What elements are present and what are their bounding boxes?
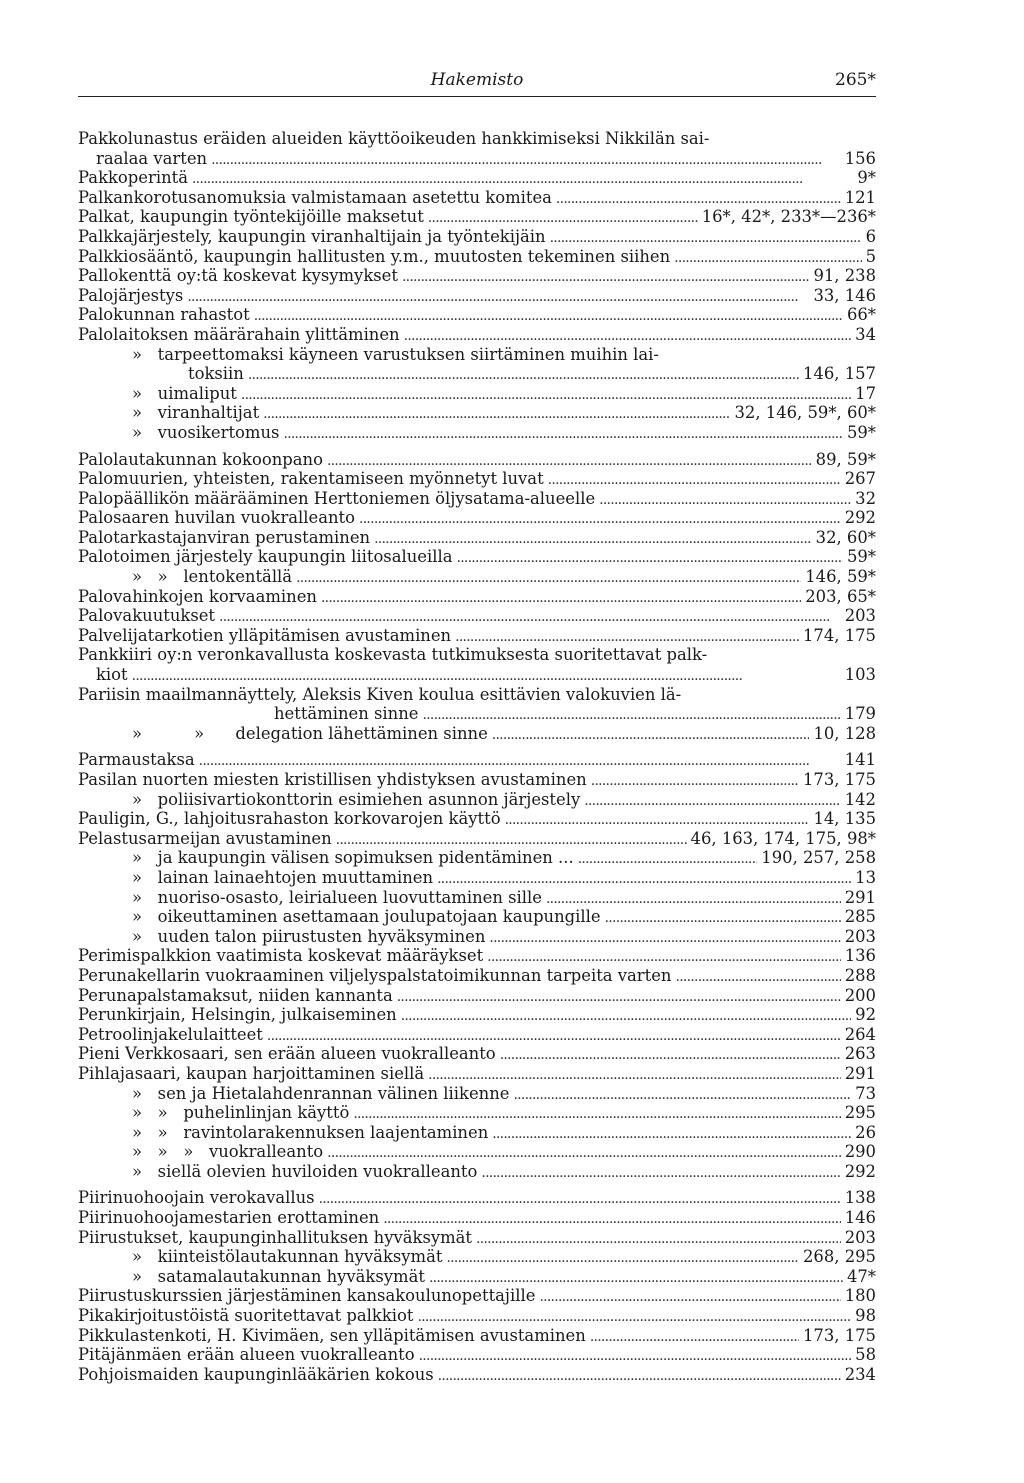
entry-text: Palopäällikön määrääminen Herttoniemen öljysatama-alueelle bbox=[78, 488, 596, 508]
leader-dots bbox=[429, 1267, 843, 1287]
entry-text: » » lentokentällä bbox=[132, 567, 293, 587]
entry-text: » uuden talon piirustusten hyväksyminen bbox=[132, 926, 486, 946]
entry-text: Palovahinkojen korvaaminen bbox=[78, 586, 317, 606]
index-entry bbox=[78, 1162, 876, 1182]
leader-dots bbox=[505, 809, 810, 829]
page-reference: 156 bbox=[844, 148, 876, 168]
leader-dots bbox=[539, 1286, 840, 1306]
index-entry bbox=[78, 587, 876, 607]
entry-text: Pankkiiri oy:n veronkavallusta koskevasta tutkimuksesta suoritettavat palk- bbox=[78, 645, 708, 665]
page-reference: 290 bbox=[844, 1142, 876, 1162]
index-entry bbox=[78, 345, 876, 365]
leader-dots bbox=[263, 403, 730, 423]
page-reference: 146, 157 bbox=[803, 364, 876, 384]
page-reference: 34 bbox=[855, 324, 876, 344]
page-reference: 180 bbox=[844, 1286, 876, 1306]
index-entry bbox=[78, 848, 876, 868]
entry-text: Piirinuohoojain verokavallus bbox=[78, 1188, 315, 1208]
page-reference: 285 bbox=[844, 907, 876, 927]
page-reference: 267 bbox=[844, 469, 876, 489]
index-entry bbox=[78, 1188, 876, 1208]
page-reference: 10, 128 bbox=[813, 723, 876, 743]
page-reference: 32, 60* bbox=[815, 527, 876, 547]
leader-dots bbox=[359, 508, 841, 528]
index-entry bbox=[78, 1345, 876, 1365]
leader-dots bbox=[336, 829, 687, 849]
entry-text: hettäminen sinne bbox=[274, 704, 419, 724]
entry-text: » » » vuokralleanto bbox=[132, 1142, 324, 1162]
page-reference: 26 bbox=[855, 1122, 876, 1142]
entry-text: Petroolinjakelulaitteet bbox=[78, 1024, 263, 1044]
index-entry bbox=[78, 1208, 876, 1228]
page-header bbox=[78, 66, 876, 97]
leader-dots bbox=[492, 1123, 851, 1143]
index-entry bbox=[78, 305, 876, 325]
leader-dots bbox=[584, 790, 840, 810]
leader-dots bbox=[327, 450, 812, 470]
page-reference: 263 bbox=[844, 1044, 876, 1064]
index-entry bbox=[78, 129, 876, 149]
entry-text: Perimispalkkion vaatimista koskevat määräykset bbox=[78, 946, 484, 966]
leader-dots bbox=[283, 423, 843, 443]
index-entry bbox=[78, 724, 876, 744]
entry-text: » » ravintolarakennuksen laajentaminen bbox=[132, 1122, 489, 1142]
page-reference: 179 bbox=[844, 704, 876, 724]
entry-text: Pelastusarmeijan avustaminen bbox=[78, 828, 332, 848]
index-entry bbox=[78, 750, 876, 770]
entry-text: Piirustukset, kaupunginhallituksen hyväksymät bbox=[78, 1227, 473, 1247]
index-entry bbox=[78, 423, 876, 443]
entry-text: Palotarkastajanviran perustaminen bbox=[78, 527, 371, 547]
entry-text: » sen ja Hietalahdenrannan välinen liikenne bbox=[132, 1083, 510, 1103]
index-entry bbox=[78, 567, 876, 587]
entry-text: Pitäjänmäen erään alueen vuokralleanto bbox=[78, 1345, 415, 1365]
leader-dots bbox=[327, 1142, 841, 1162]
page-reference: 268, 295 bbox=[803, 1247, 876, 1267]
entry-text: Palosaaren huvilan vuokralleanto bbox=[78, 508, 356, 528]
leader-dots bbox=[248, 364, 799, 384]
entry-text: Pasilan nuorten miesten kristillisen yhdistyksen avustaminen bbox=[78, 770, 587, 789]
page-reference: 141 bbox=[844, 750, 876, 770]
index-entry bbox=[78, 1365, 876, 1385]
index-entry bbox=[78, 508, 876, 528]
leader-dots bbox=[437, 868, 851, 888]
entry-text: » oikeuttaminen asettamaan joulupatojaan kaupungille bbox=[132, 907, 601, 927]
index-entry bbox=[78, 149, 876, 169]
index-entry bbox=[78, 450, 876, 470]
page-reference: 91, 238 bbox=[813, 266, 876, 286]
leader-dots bbox=[419, 1345, 852, 1365]
page-reference: 264 bbox=[844, 1024, 876, 1044]
entry-text: Pauligin, G., lahjoitusrahaston korkovarojen käyttö bbox=[78, 809, 501, 829]
page-reference: 138 bbox=[844, 1188, 876, 1208]
page-reference: 190, 257, 258 bbox=[761, 848, 876, 868]
leader-dots bbox=[481, 1162, 840, 1182]
leader-dots bbox=[417, 1306, 851, 1326]
entry-text: » kiinteistölautakunnan hyväksymät bbox=[132, 1247, 443, 1267]
page-reference: 291 bbox=[844, 1063, 876, 1083]
entry-text: Palkankorotusanomuksia valmistamaan asetettu komitea bbox=[78, 187, 552, 207]
page-reference: 103 bbox=[844, 665, 876, 685]
leader-dots bbox=[590, 1326, 799, 1346]
entry-text: Pikkulastenkoti, H. Kivimäen, sen ylläpitämisen avustaminen bbox=[78, 1325, 586, 1345]
entry-text: Palkat, kaupungin työntekijöille maksetut bbox=[78, 207, 424, 227]
leader-dots bbox=[487, 946, 841, 966]
index-entry bbox=[78, 1286, 876, 1306]
index-page bbox=[78, 66, 876, 1384]
entry-text: Palotoimen järjestely kaupungin liitosalueilla bbox=[78, 547, 453, 567]
page-title: Hakemisto bbox=[430, 70, 524, 90]
page-reference: 16*, 42*, 233*—236* bbox=[701, 207, 876, 227]
page-reference: 58 bbox=[855, 1345, 876, 1365]
page-reference: 6 bbox=[865, 226, 876, 246]
leader-dots bbox=[353, 1103, 840, 1123]
entry-text: Palokunnan rahastot bbox=[78, 305, 250, 325]
leader-dots bbox=[500, 1044, 841, 1064]
index-entry bbox=[78, 325, 876, 345]
index-entry bbox=[78, 489, 876, 509]
leader-dots bbox=[676, 966, 841, 986]
page-reference: 174, 175 bbox=[803, 625, 876, 645]
index-entry bbox=[78, 1084, 876, 1104]
entry-text: Perunakellarin vuokraaminen viljelyspalstatoimikunnan tarpeita varten bbox=[78, 965, 672, 985]
index-entry bbox=[78, 1228, 876, 1248]
index-entry bbox=[78, 286, 876, 306]
index-entry bbox=[78, 1025, 876, 1045]
entry-text: Palomuurien, yhteisten, rakentamiseen myönnetyt luvat bbox=[78, 469, 544, 489]
index-entry bbox=[78, 790, 876, 810]
page-reference: 32, 146, 59*, 60* bbox=[734, 403, 876, 423]
page-reference: 142 bbox=[844, 789, 876, 809]
index-entry bbox=[78, 168, 876, 188]
leader-dots bbox=[319, 1188, 841, 1208]
entry-text: » tarpeettomaksi käyneen varustuksen siirtäminen muihin lai- bbox=[132, 344, 659, 364]
page-reference: 5 bbox=[865, 246, 876, 266]
leader-dots bbox=[254, 305, 843, 325]
index-entry bbox=[78, 888, 876, 908]
page-reference: 73 bbox=[855, 1083, 876, 1103]
leader-dots bbox=[192, 168, 853, 188]
leader-dots bbox=[550, 227, 862, 247]
index-entry bbox=[78, 547, 876, 567]
index-entry bbox=[78, 1044, 876, 1064]
page-reference: 203, 65* bbox=[805, 586, 876, 606]
entry-text: Pohjoismaiden kaupunginlääkärien kokous bbox=[78, 1364, 434, 1384]
entry-text: Pieni Verkkosaari, sen erään alueen vuokralleanto bbox=[78, 1044, 496, 1064]
leader-dots bbox=[513, 1084, 851, 1104]
entry-text: Perunkirjain, Helsingin, julkaiseminen bbox=[78, 1005, 397, 1025]
entry-text: Palkkiosääntö, kaupungin hallitusten y.m., muutosten tekeminen siihen bbox=[78, 246, 671, 266]
index-entry bbox=[78, 986, 876, 1006]
leader-dots bbox=[489, 927, 840, 947]
index-entry bbox=[78, 868, 876, 888]
index-entry bbox=[78, 685, 876, 705]
page-reference: 98 bbox=[855, 1306, 876, 1326]
page-reference: 200 bbox=[844, 985, 876, 1005]
leader-dots bbox=[546, 888, 841, 908]
index-entry bbox=[78, 606, 876, 626]
page-reference: 92 bbox=[855, 1005, 876, 1025]
leader-dots bbox=[556, 188, 841, 208]
entry-text: » vuosikertomus bbox=[132, 422, 280, 442]
index-entries bbox=[78, 129, 876, 1384]
page-reference: 66* bbox=[846, 305, 876, 325]
entry-text: Pariisin maailmannäyttely, Aleksis Kiven koulua esittävien valokuvien lä- bbox=[78, 684, 682, 704]
index-entry bbox=[78, 1103, 876, 1123]
leader-dots bbox=[296, 567, 801, 587]
leader-dots bbox=[422, 704, 840, 724]
leader-dots bbox=[374, 528, 812, 548]
page-reference: 146, 59* bbox=[805, 567, 876, 587]
index-entry bbox=[78, 188, 876, 208]
index-entry bbox=[78, 1064, 876, 1084]
entry-text: Palovakuutukset bbox=[78, 606, 216, 626]
page-reference: 136 bbox=[844, 946, 876, 966]
leader-dots bbox=[199, 750, 841, 770]
page-reference: 292 bbox=[844, 1161, 876, 1181]
entry-text: kiot bbox=[96, 665, 128, 685]
entry-text: Perunapalstamaksut, niiden kannanta bbox=[78, 985, 393, 1005]
leader-dots bbox=[492, 724, 810, 744]
entry-text: » viranhaltijat bbox=[132, 403, 260, 423]
leader-dots bbox=[187, 286, 809, 306]
entry-text: Palojärjestys bbox=[78, 285, 184, 305]
leader-dots bbox=[241, 384, 851, 404]
page-reference: 292 bbox=[844, 508, 876, 528]
entry-text: Palolaitoksen määrärahain ylittäminen bbox=[78, 324, 400, 344]
index-entry bbox=[78, 1005, 876, 1025]
index-entry bbox=[78, 384, 876, 404]
page-reference: 291 bbox=[844, 887, 876, 907]
entry-text: » poliisivartiokonttorin esimiehen asunnon järjestely bbox=[132, 789, 581, 809]
index-entry bbox=[78, 247, 876, 267]
leader-dots bbox=[402, 266, 809, 286]
entry-text: Pihlajasaari, kaupan harjoittaminen siellä bbox=[78, 1063, 425, 1083]
leader-dots bbox=[674, 247, 861, 267]
entry-text: Piirustuskurssien järjestäminen kansakoulunopettajille bbox=[78, 1286, 536, 1306]
entry-text: » siellä olevien huviloiden vuokralleanto bbox=[132, 1161, 478, 1181]
leader-dots bbox=[383, 1208, 840, 1228]
entry-text: » uimaliput bbox=[132, 383, 237, 403]
page-reference: 146 bbox=[844, 1208, 876, 1228]
leader-dots bbox=[438, 1365, 841, 1385]
leader-dots bbox=[548, 469, 841, 489]
leader-dots bbox=[591, 770, 799, 790]
index-entry bbox=[78, 1123, 876, 1143]
page-reference: 17 bbox=[855, 383, 876, 403]
entry-text: Parmaustaksa bbox=[78, 750, 195, 770]
page-reference: 295 bbox=[844, 1103, 876, 1123]
index-entry bbox=[78, 403, 876, 423]
page-reference: 14, 135 bbox=[813, 809, 876, 829]
entry-text: » satamalautakunnan hyväksymät bbox=[132, 1266, 425, 1286]
index-entry bbox=[78, 1142, 876, 1162]
leader-dots bbox=[132, 665, 841, 685]
entry-text: toksiin bbox=[188, 364, 244, 384]
page-reference: 203 bbox=[844, 606, 876, 626]
page-reference: 9* bbox=[857, 168, 876, 188]
leader-dots bbox=[267, 1025, 841, 1045]
entry-text: Pallokenttä oy:tä koskevat kysymykset bbox=[78, 266, 398, 286]
index-entry bbox=[78, 1267, 876, 1287]
page-reference: 47* bbox=[846, 1266, 876, 1286]
index-entry bbox=[78, 927, 876, 947]
page-reference: 203 bbox=[844, 926, 876, 946]
index-entry bbox=[78, 946, 876, 966]
page-reference: 203 bbox=[844, 1227, 876, 1247]
entry-text: Pikakirjoitustöistä suoritettavat palkkiot bbox=[78, 1306, 414, 1326]
index-entry bbox=[78, 266, 876, 286]
index-entry bbox=[78, 645, 876, 665]
index-entry bbox=[78, 1247, 876, 1267]
page-reference: 33, 146 bbox=[813, 285, 876, 305]
entry-text: Pakkolunastus eräiden alueiden käyttöoikeuden hankkimiseksi Nikkilän sai- bbox=[78, 129, 710, 148]
page-reference: 234 bbox=[844, 1364, 876, 1384]
page-reference: 121 bbox=[844, 187, 876, 207]
leader-dots bbox=[401, 1005, 851, 1025]
index-entry bbox=[78, 829, 876, 849]
page-reference: 173, 175 bbox=[803, 1325, 876, 1345]
entry-text: Piirinuohoojamestarien erottaminen bbox=[78, 1208, 380, 1228]
index-entry bbox=[78, 809, 876, 829]
page-reference: 13 bbox=[855, 867, 876, 887]
index-entry bbox=[78, 528, 876, 548]
index-entry bbox=[78, 704, 876, 724]
entry-text: » nuoriso-osasto, leirialueen luovuttaminen sille bbox=[132, 887, 542, 907]
leader-dots bbox=[605, 907, 841, 927]
index-entry bbox=[78, 770, 876, 790]
leader-dots bbox=[476, 1228, 841, 1248]
entry-text: » lainan lainaehtojen muuttaminen bbox=[132, 867, 434, 887]
page-reference: 59* bbox=[846, 422, 876, 442]
page-reference: 288 bbox=[844, 965, 876, 985]
index-entry bbox=[78, 1306, 876, 1326]
page-reference: 173, 175 bbox=[803, 770, 876, 789]
entry-text: raalaa varten bbox=[96, 148, 208, 168]
leader-dots bbox=[446, 1247, 799, 1267]
index-entry bbox=[78, 626, 876, 646]
index-entry bbox=[78, 207, 876, 227]
leader-dots bbox=[428, 207, 698, 227]
page-number: 265* bbox=[835, 70, 876, 90]
index-entry bbox=[78, 469, 876, 489]
entry-text: » » puhelinlinjan käyttö bbox=[132, 1103, 350, 1123]
index-entry bbox=[78, 907, 876, 927]
entry-text: » ja kaupungin välisen sopimuksen pidentäminen ... bbox=[132, 848, 574, 868]
page-reference: 59* bbox=[846, 547, 876, 567]
entry-text: » » delegation lähettäminen sinne bbox=[132, 723, 488, 743]
leader-dots bbox=[428, 1064, 841, 1084]
entry-text: Pakkoperintä bbox=[78, 168, 188, 188]
index-entry bbox=[78, 364, 876, 384]
index-entry bbox=[78, 1326, 876, 1346]
entry-text: Palolautakunnan kokoonpano bbox=[78, 449, 323, 469]
leader-dots bbox=[397, 986, 841, 1006]
leader-dots bbox=[211, 149, 841, 169]
leader-dots bbox=[455, 626, 799, 646]
page-reference: 32 bbox=[855, 488, 876, 508]
leader-dots bbox=[599, 489, 851, 509]
leader-dots bbox=[457, 547, 843, 567]
index-entry bbox=[78, 665, 876, 685]
index-entry bbox=[78, 227, 876, 247]
leader-dots bbox=[404, 325, 852, 345]
leader-dots bbox=[321, 587, 801, 607]
entry-text: Palvelijatarkotien ylläpitämisen avustaminen bbox=[78, 625, 452, 645]
page-reference: 89, 59* bbox=[815, 449, 876, 469]
entry-text: Palkkajärjestely, kaupungin viranhaltijain ja työntekijäin bbox=[78, 226, 546, 246]
page-reference: 46, 163, 174, 175, 98* bbox=[690, 828, 876, 848]
leader-dots bbox=[219, 606, 841, 626]
index-entry bbox=[78, 966, 876, 986]
leader-dots bbox=[578, 848, 758, 868]
